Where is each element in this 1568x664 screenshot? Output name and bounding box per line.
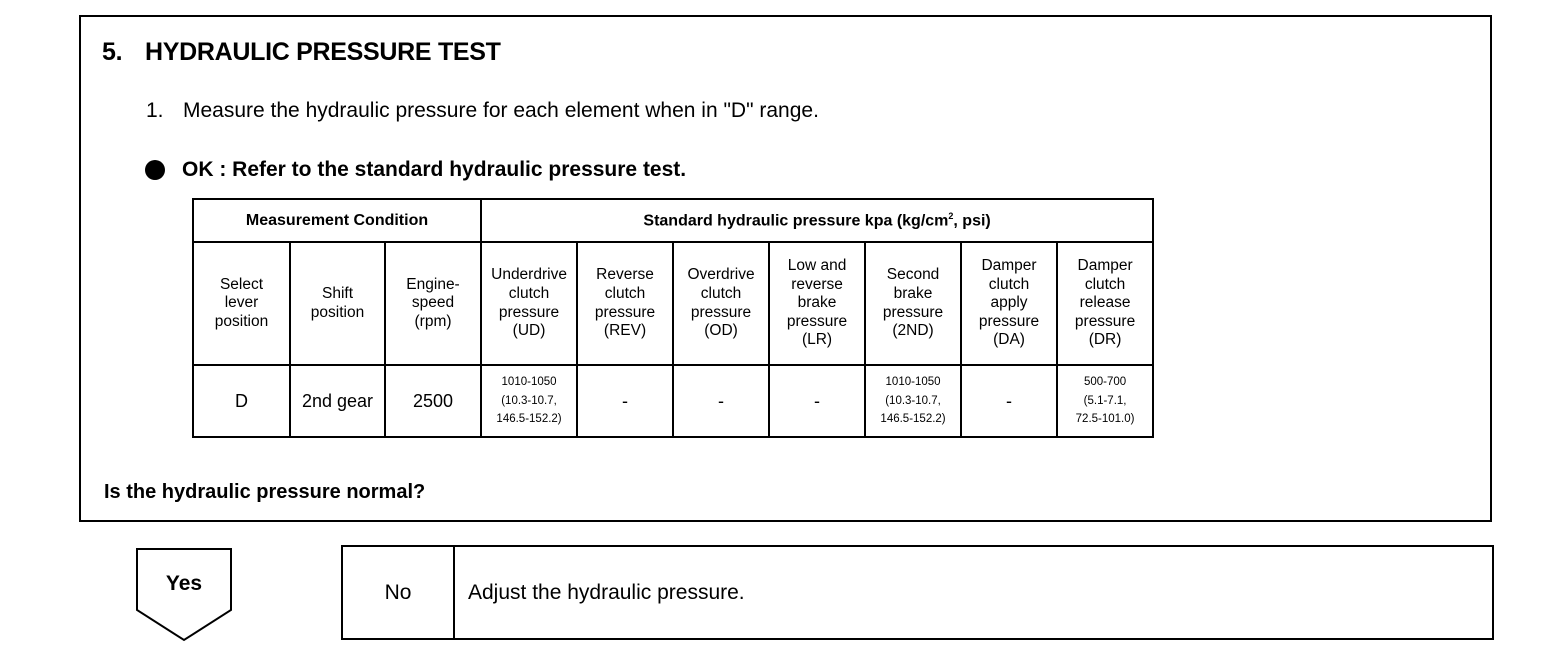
column-header [385,242,481,365]
question-text: Is the hydraulic pressure normal? [104,481,426,503]
column-header-line: Engine- [406,275,460,293]
header-standard-prefix: Standard hydraulic pressure kpa (kg/cm [643,212,949,230]
column-header-line: (DR) [1088,331,1122,349]
column-header-line: lever [224,294,259,312]
column-header [193,242,290,365]
column-header-line: Shift [321,284,353,302]
table-cell-line: - [814,390,821,411]
column-header-line: clutch [700,284,742,302]
column-header-line: Second [886,266,940,284]
column-header [1057,242,1153,365]
column-header [865,242,961,365]
column-header-line: Overdrive [687,266,755,284]
column-header [961,242,1057,365]
column-header-line: Underdrive [491,266,567,284]
column-header-line: (REV) [603,322,647,340]
column-header [290,242,385,365]
table-cell [961,365,1057,437]
table-cell-line: 146.5-152.2) [880,413,946,426]
column-header-line: brake [893,284,933,302]
column-header-line: position [310,303,365,321]
column-header [673,242,769,365]
column-header-line: Low and [787,257,847,275]
header-standard-suffix: , psi) [953,212,991,230]
column-header-line: pressure [594,303,656,321]
table-cell [193,365,290,437]
column-header [481,242,577,365]
section-number: 5. [102,38,123,66]
column-header-line: pressure [882,303,944,321]
column-header-line: Select [219,275,264,293]
section-title-text: HYDRAULIC PRESSURE TEST [145,38,501,66]
table-row [193,365,1153,437]
table-cell [290,365,385,437]
table-cell-line: (5.1-7.1, [1083,394,1127,407]
column-header-line: (2ND) [892,322,934,340]
column-header-line: pressure [978,312,1040,330]
step-text: Measure the hydraulic pressure for each element when in "D" range. [183,99,819,122]
table-cell-line: 72.5-101.0) [1075,413,1135,426]
column-header-line: clutch [508,284,550,302]
hydraulic-pressure-table [192,198,1154,438]
column-header-line: position [214,312,269,330]
table-cell-line: 500-700 [1083,375,1127,388]
column-header-line: pressure [786,312,848,330]
column-header-line: (OD) [704,322,738,340]
table-cell-line: - [718,390,725,411]
table-cell-line: D [235,390,248,411]
table-cell-line: - [622,390,629,411]
bullet-icon [145,160,165,180]
header-standard-pressure [481,199,1153,242]
table-cell-line: 1010-1050 [501,375,557,388]
yes-label: Yes [165,572,203,595]
header-standard-sup: 2 [948,210,954,221]
no-label: No [343,547,455,638]
table-cell-line: 1010-1050 [885,375,941,388]
column-header-line: Damper [1077,257,1133,275]
table-cell [865,365,961,437]
table-cell [481,365,577,437]
column-header-line: reverse [791,275,843,293]
no-action-text: Adjust the hydraulic pressure. [468,580,745,604]
column-header-line: release [1079,294,1131,312]
column-header-line: apply [990,294,1028,312]
table-cell-line: (10.3-10.7, [885,394,941,407]
column-header-line: (rpm) [414,312,452,330]
table-cell-line: - [1006,390,1013,411]
column-header-line: clutch [988,275,1030,293]
table-cell-line: (10.3-10.7, [501,394,557,407]
column-header-line: clutch [1084,275,1126,293]
no-branch [341,545,1494,640]
column-header-line: pressure [498,303,560,321]
table-cell [385,365,481,437]
table-cell-line: 2nd gear [301,390,374,411]
table-cell-line: 2500 [412,390,454,411]
table-cell [1057,365,1153,437]
section-title [102,38,501,67]
column-header-line: (DA) [993,331,1025,349]
ok-text: OK : Refer to the standard hydraulic pressure test. [182,158,687,181]
column-header-line: pressure [690,303,752,321]
column-header-line: clutch [604,284,646,302]
column-header-line: Reverse [596,266,654,284]
table-cell [769,365,865,437]
column-header-line: (UD) [512,322,546,340]
column-header-line: pressure [1074,312,1136,330]
table-cell [577,365,673,437]
table-cell [673,365,769,437]
column-header [769,242,865,365]
column-header-line: (LR) [801,331,833,349]
ok-criteria [145,158,686,182]
column-header [577,242,673,365]
column-header-line: speed [411,294,455,312]
column-header-line: Damper [981,257,1037,275]
table-cell-line: 146.5-152.2) [496,413,562,426]
step-1 [146,99,819,123]
step-number: 1. [146,99,164,122]
header-measurement-condition: Measurement Condition [193,199,481,242]
column-header-line: brake [797,294,837,312]
